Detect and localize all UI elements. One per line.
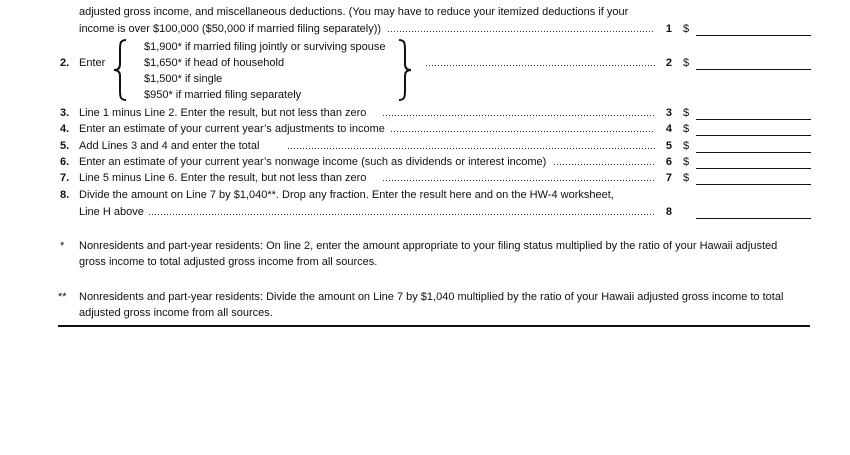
dollar-sign: $ [683, 107, 690, 119]
line-number-1: 1 [665, 23, 672, 35]
dollar-sign: $ [683, 156, 690, 168]
footnote-1-mark: * [60, 240, 65, 252]
intro-line-a: adjusted gross income, and miscellaneous deductions. (You may have to reduce your itemized deductions if your [79, 6, 629, 18]
dollar-sign: $ [683, 172, 690, 184]
line-7-amount-field[interactable] [696, 172, 811, 185]
dollar-sign: $ [683, 140, 690, 152]
line-6-text: Enter an estimate of your current year’s nonwage income (such as dividends or interest income) [79, 156, 547, 168]
line-6-amount-field[interactable] [696, 156, 811, 169]
leader-dots [425, 59, 655, 67]
line-number-4: 4 [665, 123, 672, 135]
footnote-1-line-b: gross income to total adjusted gross income from all sources. [79, 256, 378, 268]
line-number-6: 6 [665, 156, 672, 168]
line-number-5: 5 [665, 140, 672, 152]
leader-dots [390, 125, 655, 133]
line-2-option-separate: $950* if married filing separately [144, 89, 302, 101]
line-7-text: Line 5 minus Line 6. Enter the result, but not less than zero [79, 172, 367, 184]
section-divider [58, 325, 810, 327]
line-2-option-joint: $1,900* if married filing jointly or surviving spouse [144, 41, 386, 53]
left-brace-icon [112, 38, 130, 102]
line-number-2: 2 [665, 57, 672, 69]
line-7-number: 7. [60, 172, 70, 184]
line-4-text: Enter an estimate of your current year’s adjustments to income [79, 123, 385, 135]
line-2-option-single: $1,500* if single [144, 73, 223, 85]
line-5-number: 5. [60, 140, 70, 152]
footnote-2-mark: ** [58, 291, 67, 303]
line-5-text: Add Lines 3 and 4 and enter the total [79, 140, 260, 152]
line-8-text: Divide the amount on Line 7 by $1,040**. Drop any fraction. Enter the result here and on the HW-4 worksheet, [79, 189, 614, 201]
footnote-2-line-a: Nonresidents and part-year residents: Divide the amount on Line 7 by $1,040 multiplied by the ratio of your Hawaii adjusted gross income to total [79, 291, 784, 303]
leader-dots [382, 109, 655, 117]
line-number-7: 7 [665, 172, 672, 184]
line-number-8: 8 [665, 206, 672, 218]
leader-dots [148, 208, 655, 216]
leader-dots [382, 174, 655, 182]
line-2-label: Enter [79, 57, 106, 69]
line-8-amount-field[interactable] [696, 206, 811, 219]
line-6-number: 6. [60, 156, 70, 168]
line-2-option-head: $1,650* if head of household [144, 57, 285, 69]
right-brace-icon [395, 38, 413, 102]
dollar-sign: $ [683, 123, 690, 135]
line-5-amount-field[interactable] [696, 140, 811, 153]
intro-line-b: income is over $100,000 ($50,000 if married filing separately)) [79, 23, 382, 35]
footnote-2-line-b: adjusted gross income from all sources. [79, 307, 273, 319]
line-1-amount-field[interactable] [696, 23, 811, 36]
dollar-sign: $ [683, 57, 690, 69]
line-2-number: 2. [60, 57, 70, 69]
line-3-amount-field[interactable] [696, 107, 811, 120]
line-8-text-cont: Line H above [79, 206, 144, 218]
line-4-amount-field[interactable] [696, 123, 811, 136]
line-number-3: 3 [665, 107, 672, 119]
line-4-number: 4. [60, 123, 70, 135]
line-2-amount-field[interactable] [696, 57, 811, 70]
line-3-text: Line 1 minus Line 2. Enter the result, but not less than zero [79, 107, 367, 119]
line-3-number: 3. [60, 107, 70, 119]
leader-dots [387, 25, 655, 33]
footnote-1-line-a: Nonresidents and part-year residents: On line 2, enter the amount appropriate to your filing status multiplied by the ratio of your Hawaii adjusted [79, 240, 778, 252]
dollar-sign: $ [683, 23, 690, 35]
line-8-number: 8. [60, 189, 70, 201]
leader-dots [287, 142, 655, 150]
leader-dots [553, 158, 655, 166]
